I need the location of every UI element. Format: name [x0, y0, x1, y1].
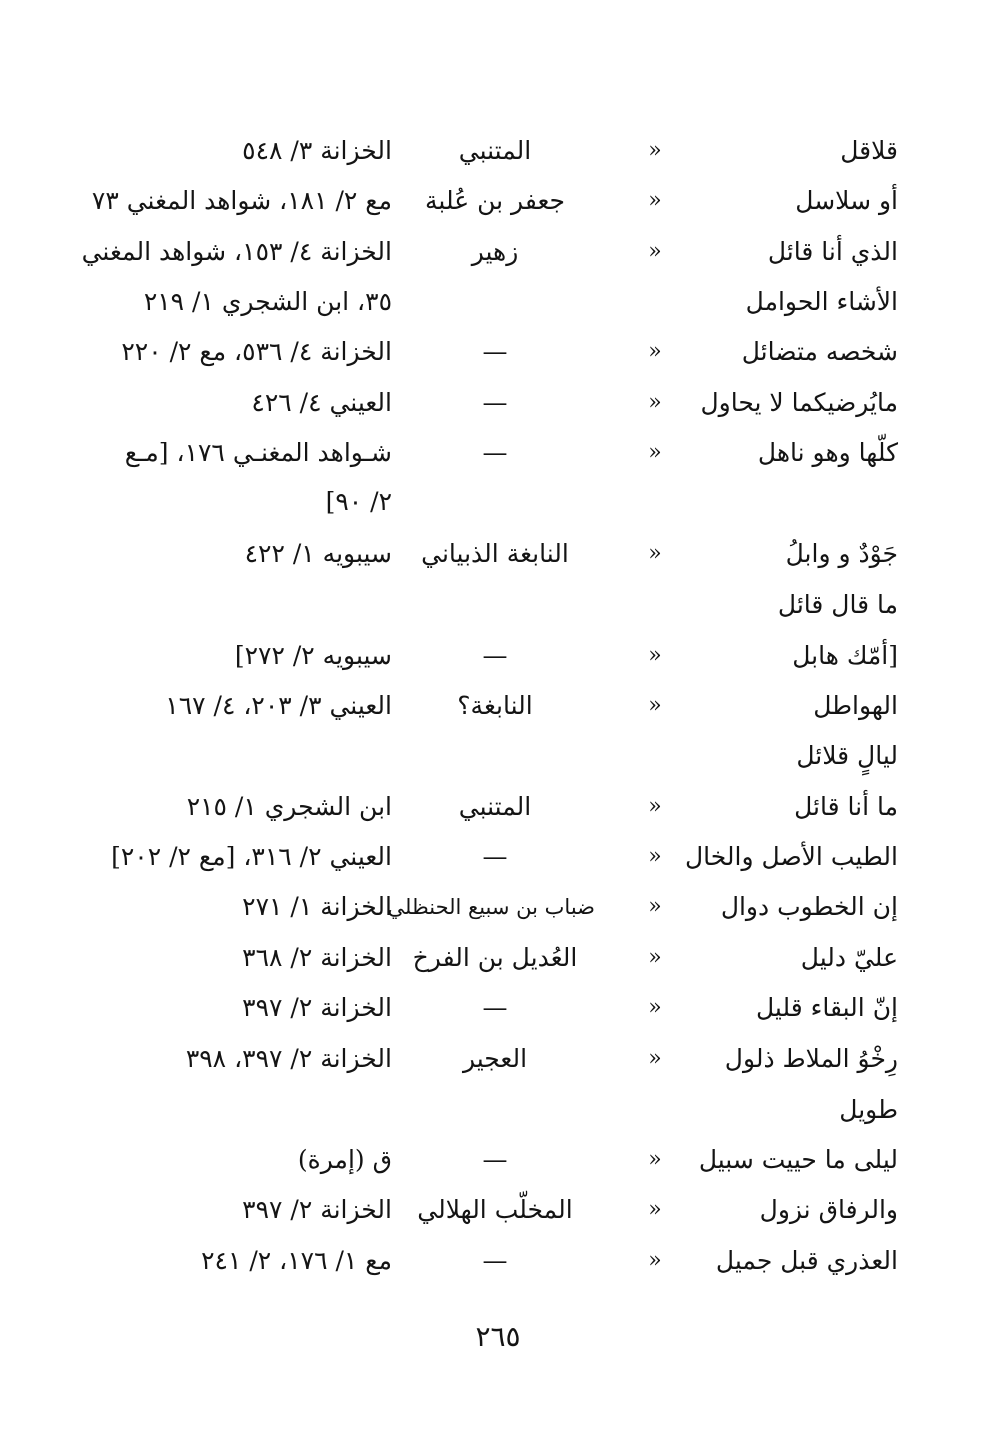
table-row: [0, 1085, 996, 1135]
poet-name: —: [482, 1145, 508, 1174]
ditto-mark: «: [648, 541, 662, 566]
ditto-mark: «: [648, 894, 662, 919]
poet-name: [395, 277, 595, 327]
ditto-mark: [640, 580, 670, 630]
source-reference: [40, 1085, 392, 1135]
verse-ending: ما أنا قائل: [794, 792, 898, 821]
ditto-mark: «: [648, 945, 662, 970]
poet-name: [395, 1085, 595, 1135]
poet-name: —: [482, 388, 508, 417]
poet-name: زهير: [471, 237, 519, 266]
table-row: [0, 327, 996, 377]
ditto-mark: «: [648, 643, 662, 668]
table-row: [0, 529, 996, 579]
ditto-mark: «: [648, 693, 662, 718]
verse-ending: الأشاء الحوامل: [745, 287, 898, 316]
table-row: [0, 983, 996, 1033]
verse-ending: ما قال قائل: [777, 590, 898, 619]
verse-ending: الهواطل: [813, 691, 898, 720]
poet-name: [395, 731, 595, 781]
poet-name: —: [482, 842, 508, 871]
source-reference: الخزانة ٢/ ٣٩٧، ٣٩٨: [185, 1044, 392, 1073]
table-row: [0, 477, 996, 527]
poet-name: العُديل بن الفرخ: [412, 943, 578, 972]
poet-name: —: [482, 641, 508, 670]
ditto-mark: [640, 277, 670, 327]
poet-name: —: [482, 1246, 508, 1275]
source-reference: ق (إمرة): [297, 1145, 392, 1174]
source-reference: الخزانة ٤/ ٥٣٦، مع ٢/ ٢٢٠: [121, 337, 392, 366]
ditto-mark: «: [648, 239, 662, 264]
table-row: [0, 378, 996, 428]
verse-ending: الطيب الأصل والخال: [685, 842, 898, 871]
table-row: [0, 126, 996, 176]
verse-ending: شخصه متضائل: [741, 337, 898, 366]
table-row: [0, 681, 996, 731]
table-row: [0, 176, 996, 226]
poet-name: المخلّب الهلالي: [417, 1195, 573, 1224]
source-reference: ٣٥، ابن الشجري ١/ ٢١٩: [143, 287, 392, 316]
table-row: [0, 731, 996, 781]
source-reference: الخزانة ٢/ ٣٩٧: [242, 1195, 392, 1224]
verse-ending: العذري قبل جميل: [715, 1246, 898, 1275]
table-row: [0, 277, 996, 327]
ditto-mark: [640, 1085, 670, 1135]
poet-name: المتنبي: [458, 792, 532, 821]
verse-ending: إن الخطوب دوال: [720, 892, 898, 921]
source-reference: الخزانة ٣/ ٥٤٨: [242, 136, 392, 165]
verse-ending: ليلى ما حييت سبيل: [698, 1145, 898, 1174]
ditto-mark: «: [648, 1147, 662, 1172]
ditto-mark: «: [648, 1046, 662, 1071]
source-reference: الخزانة ٤/ ١٥٣، شواهد المغني: [81, 237, 392, 266]
table-row: [0, 1135, 996, 1185]
poet-name: العجير: [462, 1044, 528, 1073]
page-number: ٢٦٥: [475, 1320, 521, 1353]
poet-name: [395, 477, 595, 527]
source-reference: [40, 731, 392, 781]
ditto-mark: «: [648, 440, 662, 465]
table-row: [0, 782, 996, 832]
ditto-mark: «: [648, 138, 662, 163]
table-row: [0, 933, 996, 983]
source-reference: مع ١/ ١٧٦، ٢/ ٢٤١: [201, 1246, 392, 1275]
ditto-mark: [640, 731, 670, 781]
ditto-mark: «: [648, 844, 662, 869]
poet-name: النابغة؟: [457, 691, 533, 720]
ditto-mark: «: [648, 794, 662, 819]
verse-ending: [638, 477, 898, 527]
poet-name: —: [482, 438, 508, 467]
verse-ending: [أمّك هابل: [792, 641, 898, 670]
table-row: [0, 882, 996, 932]
ditto-mark: «: [648, 1197, 662, 1222]
table-row: [0, 1185, 996, 1235]
source-reference-continued: ٢/ ٩٠]: [325, 487, 392, 516]
verse-ending: والرفاق نزول: [759, 1195, 898, 1224]
verse-ending: الذي أنا قائل: [767, 237, 898, 266]
poet-name: جعفر بن عُلبة: [425, 186, 565, 215]
source-reference: ابن الشجري ١/ ٢١٥: [186, 792, 392, 821]
source-reference: مع ٢/ ١٨١، شواهد المغني ٧٣: [91, 186, 392, 215]
verse-ending: أو سلاسل: [795, 186, 898, 215]
verse-ending: إنّ البقاء قليل: [755, 993, 898, 1022]
source-reference: العيني ٢/ ٣١٦، [مع ٢/ ٢٠٢]: [111, 842, 392, 871]
table-row: [0, 580, 996, 630]
table-row: [0, 832, 996, 882]
ditto-mark: «: [648, 390, 662, 415]
verse-ending: ليالٍ قلائل: [796, 741, 898, 770]
verse-ending: مايُرضيكما لا يحاول: [700, 388, 898, 417]
source-reference: الخزانة ٢/ ٣٦٨: [242, 943, 392, 972]
ditto-mark: «: [648, 1248, 662, 1273]
source-reference: العيني ٣/ ٢٠٣، ٤/ ١٦٧: [165, 691, 392, 720]
source-reference: شـواهد المغنـي ١٧٦، [مـع: [124, 438, 392, 467]
poet-name: —: [482, 993, 508, 1022]
poet-name: —: [482, 337, 508, 366]
verse-ending: طويل: [839, 1095, 898, 1124]
table-row: [0, 227, 996, 277]
source-reference: العيني ٤/ ٤٢٦: [251, 388, 392, 417]
ditto-mark: «: [648, 188, 662, 213]
poet-name: النابغة الذبياني: [421, 539, 569, 568]
source-reference: سيبويه ٢/ ٢٧٢]: [234, 641, 392, 670]
verse-ending: عليّ دليل: [800, 943, 898, 972]
verse-ending: جَوْدٌ و وابلُ: [785, 539, 898, 568]
verse-ending: قلاقل: [840, 136, 898, 165]
ditto-mark: «: [648, 339, 662, 364]
table-row: [0, 631, 996, 681]
source-reference: الخزانة ١/ ٢٧١: [242, 892, 392, 921]
source-reference: [40, 580, 392, 630]
source-reference: الخزانة ٢/ ٣٩٧: [242, 993, 392, 1022]
poet-name: ضباب بن سبيع الحنظلي: [387, 895, 595, 919]
ditto-mark: «: [648, 995, 662, 1020]
source-reference: سيبويه ١/ ٤٢٢: [244, 539, 392, 568]
verse-ending: كلّها وهو ناهل: [757, 438, 898, 467]
poet-name: [395, 580, 595, 630]
ditto-mark: [640, 477, 670, 527]
table-row: [0, 1236, 996, 1286]
verse-ending: رِخْوُ الملاط ذلول: [724, 1044, 898, 1073]
table-row: [0, 428, 996, 478]
table-row: [0, 1034, 996, 1084]
poet-name: المتنبي: [458, 136, 532, 165]
